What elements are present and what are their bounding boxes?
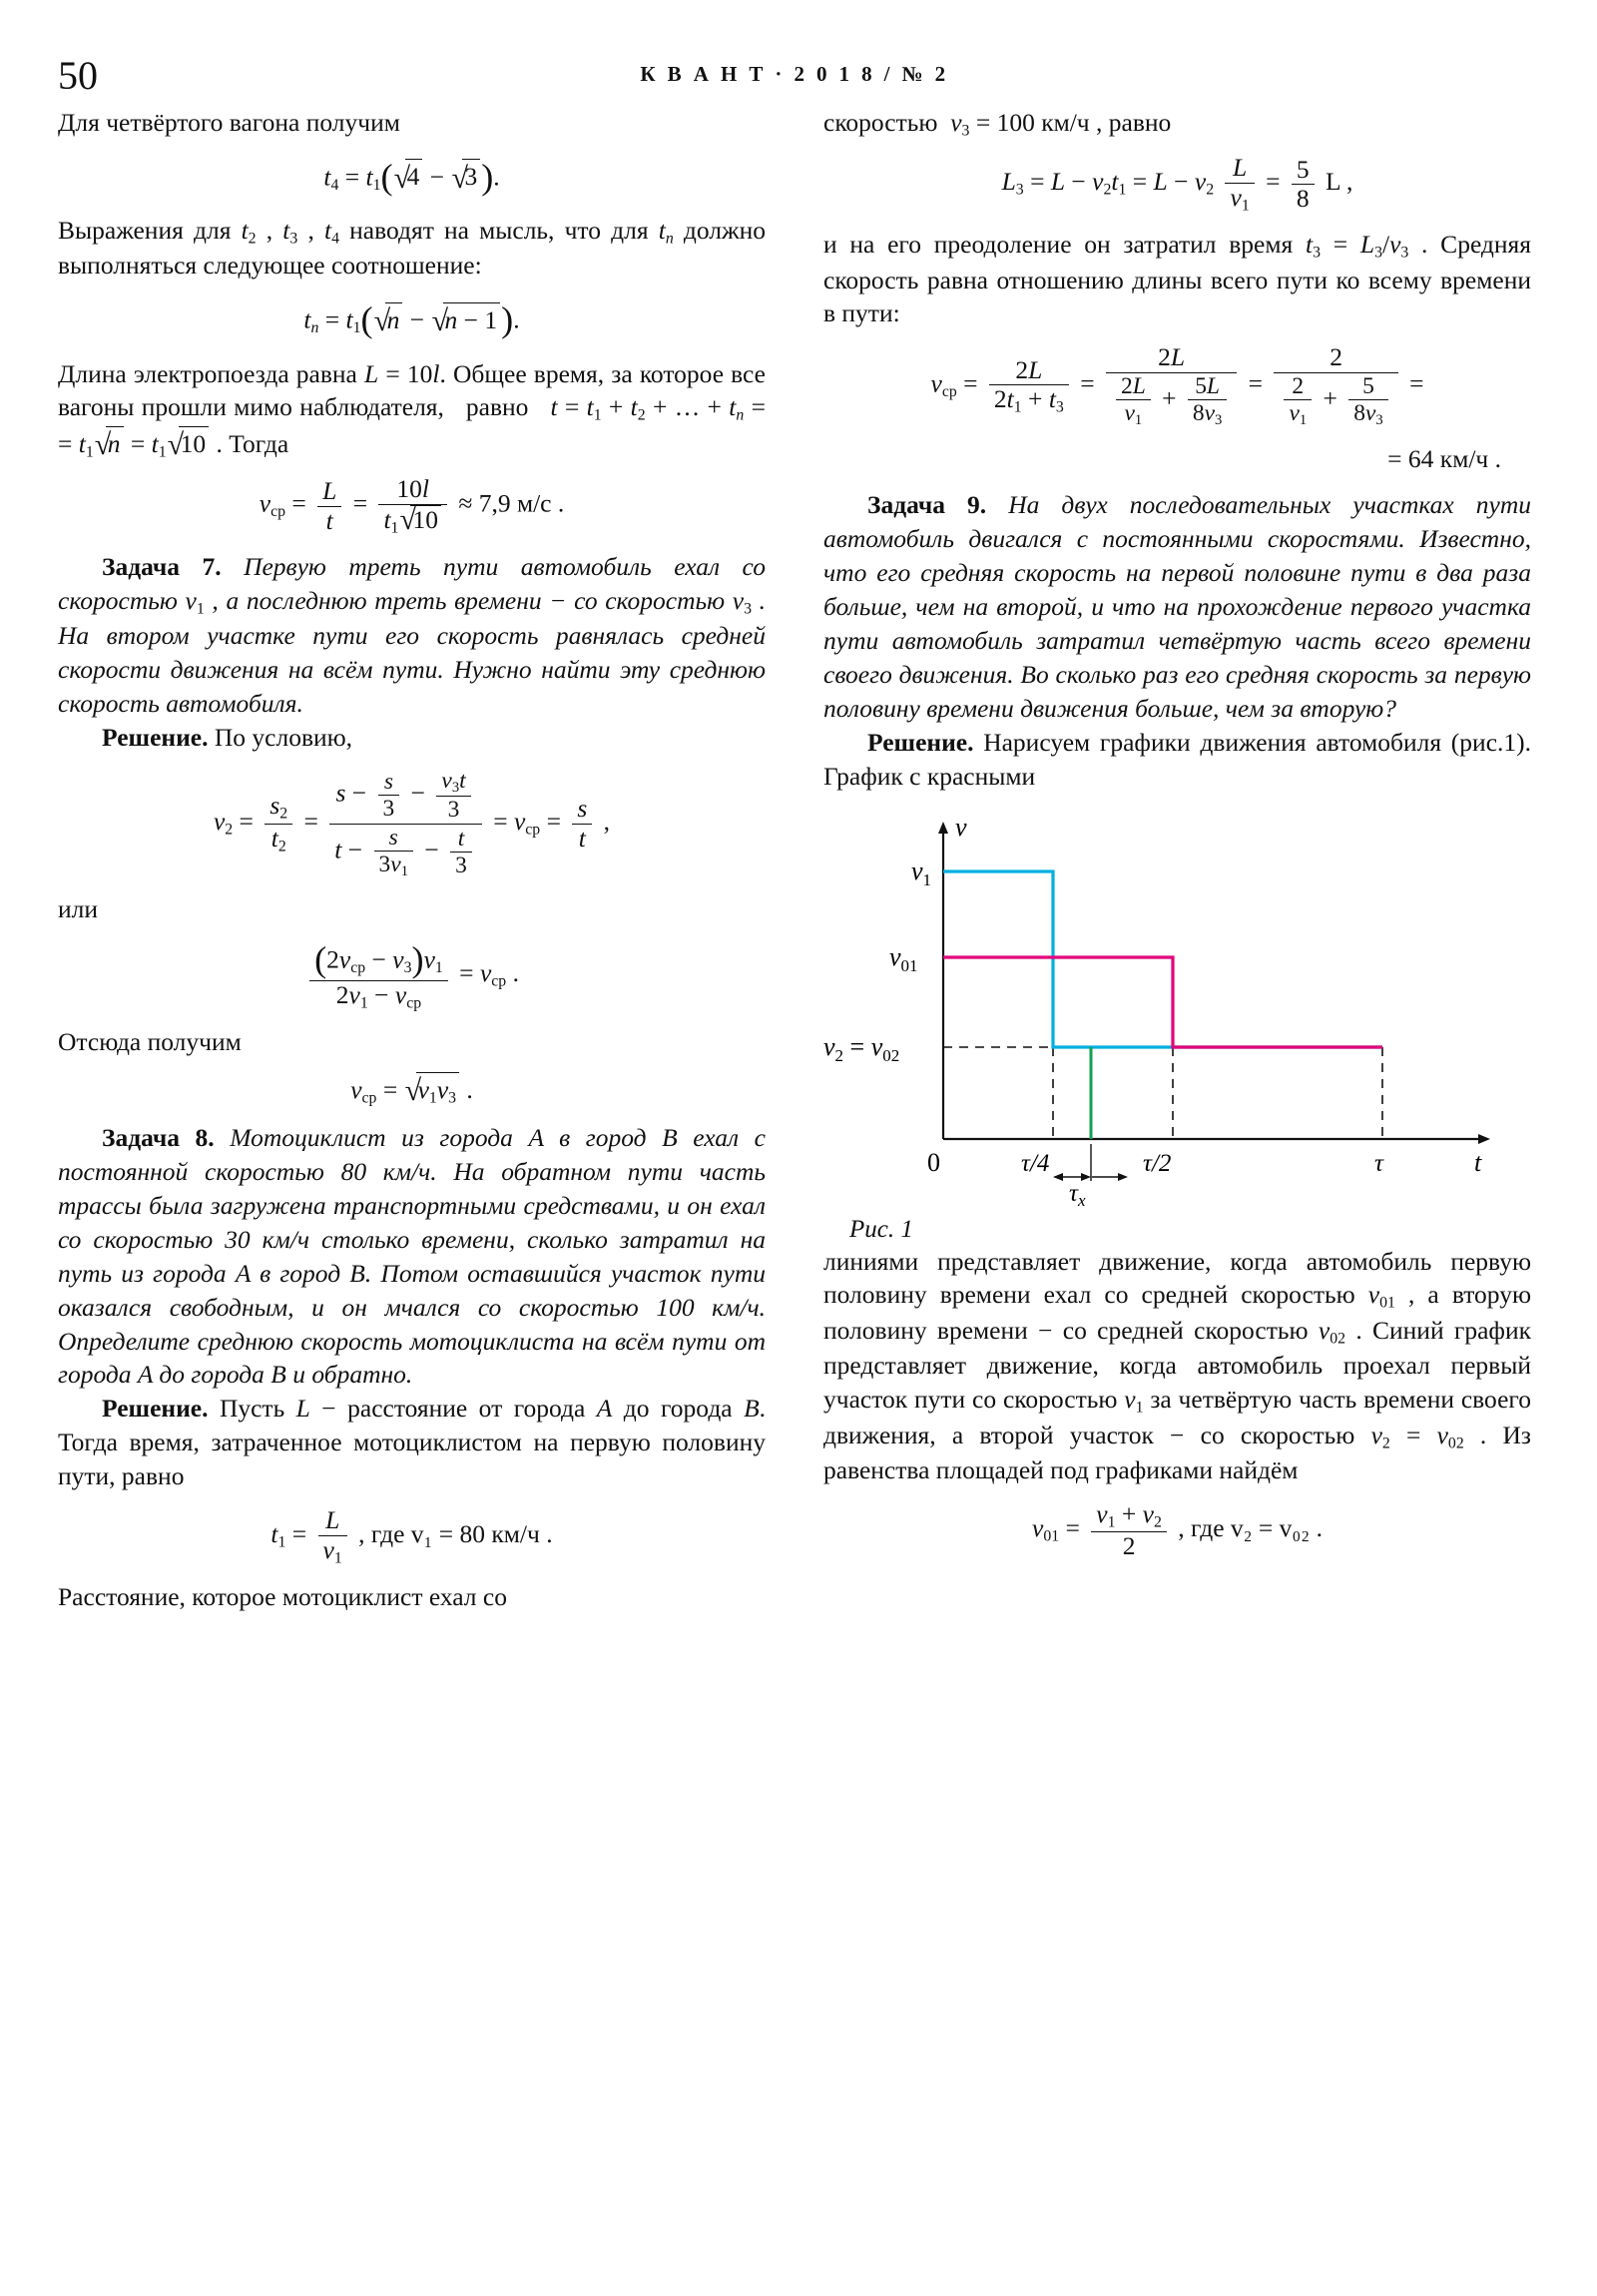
figure-1-caption: Рис. 1 [849,1215,913,1243]
svg-text:v1: $v_1$ [911,856,932,889]
svg-text:v01: $v_{01}$ [889,941,918,975]
left-column [58,106,766,1614]
equation-vcp-2: $v_{ср}$ = $\frac{2L}{2t_1 + t_3}$ = 2L $\frac{2L}{v_1}$ + $\frac{5L}{8v_3}$ = 2 $\frac{2}{v_1}$ + $\frac{5}{8v_3}$ = [930,342,1424,429]
equation-t1: $t_1$ = $\frac{L}{v_1}$ , где v₁ = 80 км/ч . [270,1505,553,1567]
figure-1 [823,810,1522,1243]
solution-8-label: Решение. [102,1394,209,1424]
paragraph-time: и на его преодоление он затратил время $t_3 = L_3/v_3$ . Средняя скорость равна отношению длины всего пути ко всему времени в пути: [823,230,1532,328]
solution-7 [58,721,766,755]
svg-text:0: 0 [927,1147,940,1177]
solution-7-text: По условию, [214,723,353,753]
svg-text:v: v [955,812,967,842]
paragraph-ili: или [58,894,99,924]
equation-t4: $t_4 = t_1$( √ 4 − √ 3 ). [58,153,766,201]
task-9 [823,488,1531,725]
paragraph-tail: Расстояние, которое мотоциклист ехал со [58,1581,507,1611]
paragraph-otsuda: Отсюда получим [58,1026,242,1056]
task-7-label: Задача 7. [102,551,222,581]
paragraph-after-figure: линиями представляет движение, когда автомобиль первую половину времени ехал со средней скоростью $v_{01}$ , а вторую половину времени − со средней скоростью $v_{02}$ . Синий график представляет движение, когда автомобиль проехал первый участок пути со скоростью $v_1$ за четвёртую часть времени своего движения, а второй участок − со скоростью $v_2 = v_{02}$ . Из равенства площадей под графиками найдём [823,1246,1532,1485]
solution-7-label: Решение. [102,723,209,753]
svg-text:τx: $\tau_x$ [1069,1179,1086,1209]
page-header [58,44,1531,96]
task-9-label: Задача 9. [867,490,987,520]
equation-vcp-1: $v_{ср}$ = $\frac{L}{t}$ = $\frac{10l}{t_1 √ 10}$ ≈ 7,9 м/с . [58,475,766,537]
equation-vcp-1-value: ≈ 7,9 м/с . [458,489,565,519]
running-title: К В А Н Т · 2 0 1 8 / № 2 [640,62,949,86]
task-8 [58,1121,766,1392]
equation-vcp-result: $v_{ср}$ = √ $v_1v_3$ . [58,1072,766,1108]
task-8-text: Мотоциклист из города A в город B ехал с постоянной скоростью 80 км/ч. На обратном пути часть трассы была загружена транспортными средствами, и он ехал со скоростью 30 км/ч столько времени, сколько затратил на путь из города A в город B. Потом оставшийся участок пути оказался свободным, и он мчался со скоростью 100 км/ч. Определите среднюю скорость мотоциклиста на всём пути от города A до города B и обратно. [58,1123,766,1390]
equation-v2: $v_2$ = $\frac{s_2}{t_2}$ = s − $\frac{s}{3}$ − $\frac{v_3t}{3}$ t − $\frac{s}{3v_1}$ − $\frac{t}{3}$ = $v_{ср}$ = $\frac{s}{t}$ , [213,767,611,879]
solution-9-text: Нарисуем графики движения автомобиля (рис.1). График с красными [823,727,1532,791]
equation-L3-tail: L , [1325,167,1353,197]
equation-vcp-2-value: = 64 км/ч . [1387,443,1501,473]
equation-v01: $v_{01}$ = $\frac{v_1 + v_2}{2}$ , где v₂ = v₀₂ . [1032,1499,1323,1561]
equation-or: $\frac{(2v_{ср} - v_3)v_1}{2v_1 - v_{ср}}$ = $v_{ср}$ . [58,939,766,1012]
paragraph-cont-top: скоростью $v_3 = 100$ км/ч , равно [823,108,1172,140]
task-7: Задача 7. Первую треть пути автомобиль ехал со скоростью $v_1$ , а последнюю треть времени − со скоростью $v_3$ . На втором участке пути его скорость равнялась средней скорости движения на всём пути. Нужно найти эту среднюю скорость автомобиля. [58,551,767,719]
paragraph-train-length: Длина электропоезда равна L = 10l. Общее время, за которое все вагоны прошли мимо наблюдателя, равно $t = t_1 + t_2$ + … + $t_n$ = = $t_1$ √ $n = t_1$ √ 10 . Тогда [58,357,766,463]
solution-8 [58,1392,766,1493]
solution-9-label: Решение. [867,727,974,757]
solution-8-text: Пусть L − расстояние от города A до города B. Тогда время, затраченное мотоциклистом на первую половину пути, равно [58,1394,767,1491]
paragraph-expressions: Выражения для $t_2$ , $t_3$ , $t_4$ наводят на мысль, что для $t_n$ должно выполняться следующее соотношение: [58,216,767,281]
paragraph-t4-intro: Для четвёртого вагона получим [58,108,400,137]
equation-L3: $L_3 = L - v_2t_1 = L - v_2$ $\frac{L}{v_1}$ = $\frac{5}{8}$ L , [1001,153,1353,215]
equation-t1-tail: , где v₁ = 80 км/ч . [358,1519,553,1549]
two-column-body [58,106,1531,1614]
solution-9 [823,726,1531,794]
equation-v01-tail: , где v₂ = v₀₂ . [1178,1513,1323,1543]
figure-1-plot [823,810,1522,1209]
svg-text:τ: τ [1374,1149,1383,1177]
task-9-text: На двух последовательных участках пути автомобиль двигался с постоянными скоростями. Известно, что его средняя скорость на первой половине пути в два раза больше, чем на второй, и что на прохождение первого участка пути автомобиль затратил четвёртую часть всего времени своего движения. Во сколько раз его средняя скорость за первую половину времени движения больше, чем за вторую? [823,490,1531,723]
right-column [823,106,1531,1614]
task-8-label: Задача 8. [102,1123,215,1153]
svg-text:τ/4: τ/4 [1021,1149,1050,1177]
svg-text:t: t [1474,1147,1482,1177]
svg-text:τ/2: τ/2 [1143,1149,1172,1177]
equation-tn: $t_n = t_1$( √ n − √ n − 1 ). [58,295,766,343]
page-number: 50 [58,53,98,98]
svg-text:v2 = v02: $v_2 = v_{02}$ [823,1031,900,1065]
